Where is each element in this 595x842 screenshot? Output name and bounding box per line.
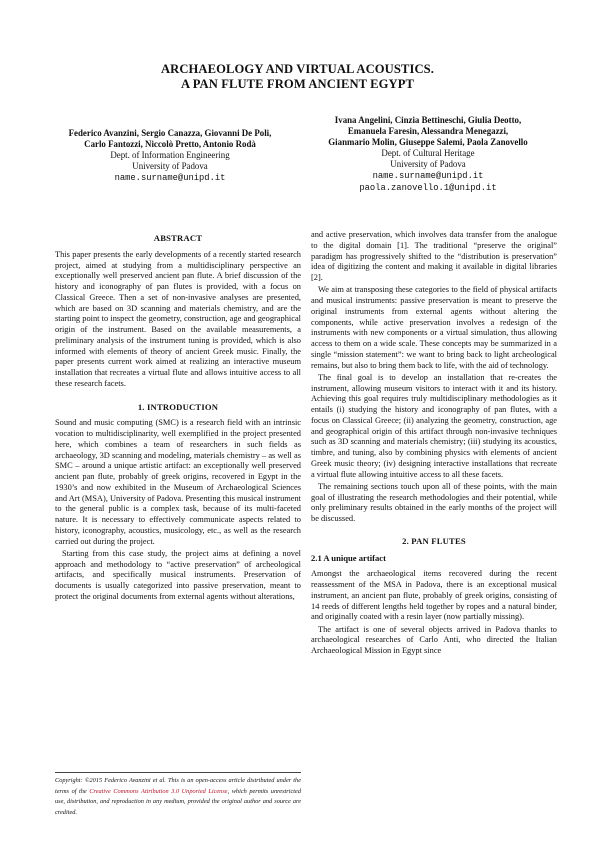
author-block-right: [297, 115, 559, 194]
author-email: name.surname@unipd.it: [114, 173, 226, 183]
unique-artifact-subheading: 2.1 A unique artifact: [311, 552, 386, 563]
section-paragraph: The artifact is one of several objects arrived in Padova thanks to archaeological researches of Carlo Anti, who directed the Italian Archaeological Mission in Egypt since: [311, 624, 557, 655]
left-column: [55, 230, 301, 604]
copyright-prefix: Copyright: ©2015 Federico Avanzini et al. This is an open-access article distributed under the terms of the: [55, 777, 301, 795]
title-line-1: ARCHAEOLOGY AND VIRTUAL ACOUSTICS.: [160, 62, 435, 76]
author-names: Emanuela Faresin, Alessandra Menegazzi,: [347, 126, 509, 136]
title-line-2: A PAN FLUTE FROM ANCIENT EGYPT: [180, 77, 415, 91]
author-university: University of Padova: [132, 161, 208, 171]
section-paragraph: Amongst the archaeological items recovered during the recent reassessment of the MSA in Padova, there is an exceptional musical instrument, an ancient pan flute, probably of greek origins, consisting of 14 reeds of different lengths held together by ropes and a natural binder, and originally coated with a resin layer (now partially missing).: [311, 569, 557, 622]
paper-title: [0, 62, 595, 92]
author-names: Gianmario Molin, Giuseppe Salemi, Paola Zanovello: [328, 137, 528, 147]
pan-flutes-heading: 2. PAN FLUTES: [402, 535, 466, 546]
intro-paragraph: The final goal is to develop an installation that re-creates the instrument, allowing museum visitors to interact with it and its history. Achieving this goal requires truly multidisciplinary methodologies as it entails (i) studying the history and iconography of pan flutes, with a focus on Classical Greece; (ii) analyzing the geometry, construction, age and geographical origin of this artifact through non-invasive techniques such as 3D scanning and materials chemistry; (iii) studying its acoustics, timbre, and tuning, also by combining physics with elements of ancient Greek music theory; (iv) designing interactive installations that recreate a virtual flute allowing intuitive access to all these facets.: [311, 372, 557, 479]
intro-paragraph: Sound and music computing (SMC) is a research field with an intrinsic vocation to multidisciplinarity, well exemplified in the project presented here, which combines a team of researchers in such fields as archaeology, 3D scanning and modeling, materials chemistry – as well as SMC – around a unique artistic artifact: an exceptionally well preserved ancient pan flute, probably of greek origins, recovered in Egypt in the 1930’s and now exhibited in the Museum of Archaeological Sciences and Art (MSA), University of Padova. Presenting this musical instrument to the general public is a complex task, because of its multi-faceted nature. It is necessary to effectively communicate aspects related to history, iconography, acoustics, musicology, etc., as well as the research carried out during the project.: [55, 418, 301, 546]
author-names: Carlo Fantozzi, Niccolò Pretto, Antonio Rodà: [84, 139, 256, 149]
license-link[interactable]: Creative Commons Attribution 3.0 Unported License: [89, 787, 228, 795]
intro-paragraph: The remaining sections touch upon all of these points, with the main goal of illustrating the research methodologies and their potential, while only preliminary results obtained in the early months of the project will be discussed.: [311, 481, 557, 523]
introduction-heading: 1. INTRODUCTION: [137, 401, 219, 412]
right-column: [311, 230, 557, 658]
abstract-text: This paper presents the early developments of a recently started research project, aimed at studying from a multidisciplinary perspective an exceptionally well preserved ancient pan flute. A brief discussion of the history and iconography of pan flutes is provided, with a focus on Classical Greece. Then a set of non-invasive analyses are presented, which are based on 3D scanning and materials chemistry, and are the starting point to inspect the geometry, construction, age and geographical origin of the instrument. Based on the available measurements, a preliminary analysis of the instrument tuning is provided, which is also informed with elements of theory of ancient Greek music. Finally, the paper presents current work aimed at realizing an interactive museum installation that recreates a virtual flute and allows intuitive access to all these research facets.: [55, 249, 301, 388]
author-university: University of Padova: [390, 159, 466, 169]
author-email: paola.zanovello.1@unipd.it: [359, 183, 497, 193]
intro-paragraph: We aim at transposing these categories to the field of physical artifacts and musical instruments: passive preservation is meant to preserve the original instruments from external agents without altering the components, while active preservation involves a redesign of the instruments with new components or a virtual simulation, thus allowing access to them on a wide scale. These concepts may be summarized in a single “mission statement”: we want to bring back to light archeological remains, but also to bring them back to life, with the aid of technology.: [311, 285, 557, 370]
intro-paragraph: Starting from this case study, the project aims at defining a novel approach and methodology to “active preservation” of archeological artifacts, and specifically musical instruments. Preservation of documents is usually categorized into passive preservation, meant to protect the original documents from external agents without alterations,: [55, 548, 301, 601]
copyright-notice: [55, 772, 301, 818]
intro-paragraph: and active preservation, which involves data transfer from the analogue to the digital domain [1]. The traditional “preserve the original” paradigm has progressively shifted to the “distribution is preservation” idea of digitizing the content and making it available in digital libraries [2].: [311, 230, 557, 282]
copyright-suffix: , which permits unrestricted use, distribution, and reproduction in any medium, provided the original author and source are credited.: [55, 787, 301, 816]
author-names: Ivana Angelini, Cinzia Bettineschi, Giulia Deotto,: [334, 115, 522, 125]
author-department: Dept. of Cultural Heritage: [381, 148, 475, 158]
author-department: Dept. of Information Engineering: [110, 150, 230, 160]
author-block-left: [40, 128, 300, 184]
abstract-heading: ABSTRACT: [153, 233, 203, 243]
author-names: Federico Avanzini, Sergio Canazza, Giovanni De Poli,: [68, 128, 272, 138]
author-email: name.surname@unipd.it: [372, 171, 484, 181]
